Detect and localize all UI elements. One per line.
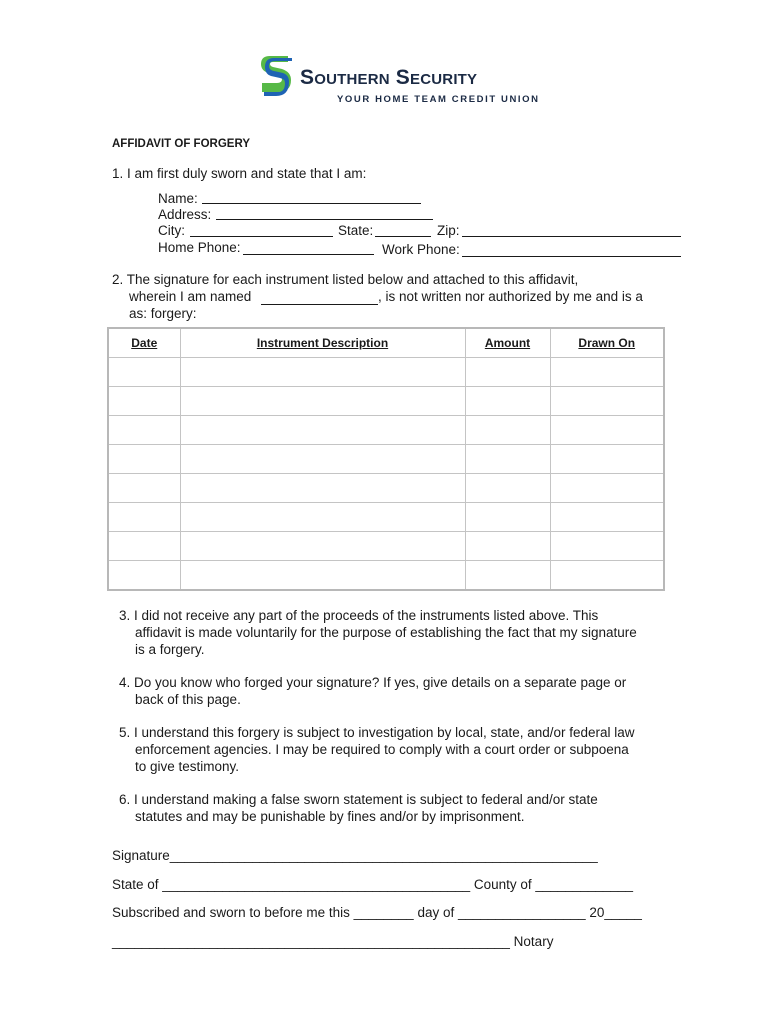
description-cell[interactable] xyxy=(180,358,465,387)
table-row xyxy=(108,474,664,503)
name-label: Name: xyxy=(158,191,198,206)
zip-label: Zip: xyxy=(437,223,460,238)
item-2-line-3: as: forgery: xyxy=(129,306,197,321)
description-cell[interactable] xyxy=(180,532,465,561)
table-header-row xyxy=(108,328,664,358)
item-4-line: back of this page. xyxy=(135,692,241,707)
home-phone-line[interactable] xyxy=(243,240,374,255)
description-cell[interactable] xyxy=(180,474,465,503)
column-header-date: Date xyxy=(108,328,180,358)
item-2-named-label: wherein I am named xyxy=(129,289,252,304)
item-5-statement xyxy=(119,724,635,775)
state-label: State: xyxy=(338,223,374,238)
signature-line[interactable]: Signature_________________________________________________________ xyxy=(112,848,598,863)
date-cell[interactable] xyxy=(108,561,180,591)
city-label: City: xyxy=(158,223,185,238)
amount-cell[interactable] xyxy=(465,503,550,532)
drawn-on-cell[interactable] xyxy=(550,445,664,474)
home-phone-label: Home Phone: xyxy=(158,240,241,255)
date-cell[interactable] xyxy=(108,416,180,445)
date-cell[interactable] xyxy=(108,387,180,416)
address-label: Address: xyxy=(158,207,212,222)
state-line[interactable] xyxy=(375,222,431,237)
form-title: AFFIDAVIT OF FORGERY xyxy=(112,138,250,150)
item-5-line: 5. I understand this forgery is subject to investigation by local, state, and/or federal law xyxy=(119,725,635,740)
table-row xyxy=(108,416,664,445)
notary-line[interactable]: _____________________________________________________ Notary xyxy=(112,934,554,949)
item-5-line: to give testimony. xyxy=(135,759,240,774)
named-line[interactable] xyxy=(261,290,378,305)
drawn-on-cell[interactable] xyxy=(550,416,664,445)
work-phone-line[interactable] xyxy=(462,242,681,257)
work-phone-label: Work Phone: xyxy=(382,242,460,257)
item-3-statement xyxy=(119,607,637,658)
drawn-on-cell[interactable] xyxy=(550,532,664,561)
amount-cell[interactable] xyxy=(465,561,550,591)
date-cell[interactable] xyxy=(108,445,180,474)
logo-tagline: YOUR HOME TEAM CREDIT UNION xyxy=(337,94,540,105)
item-4-line: 4. Do you know who forged your signature? If yes, give details on a separate page or xyxy=(119,675,627,690)
amount-cell[interactable] xyxy=(465,445,550,474)
description-cell[interactable] xyxy=(180,561,465,591)
date-cell[interactable] xyxy=(108,503,180,532)
item-1-statement: 1. I am first duly sworn and state that I am: xyxy=(112,166,367,181)
state-county-line[interactable]: State of _________________________________________ County of _____________ xyxy=(112,877,634,892)
amount-cell[interactable] xyxy=(465,474,550,503)
item-2-line-2-end: , is not written nor authorized by me and is a xyxy=(378,289,643,304)
item-3-line: 3. I did not receive any part of the proceeds of the instruments listed above. This xyxy=(119,608,599,623)
logo-wordmark: Southern Security xyxy=(300,66,478,89)
drawn-on-cell[interactable] xyxy=(550,387,664,416)
column-header-description: Instrument Description xyxy=(180,328,465,358)
drawn-on-cell[interactable] xyxy=(550,561,664,591)
description-cell[interactable] xyxy=(180,503,465,532)
item-6-line: statutes and may be punishable by fines and/or by imprisonment. xyxy=(135,809,525,824)
amount-cell[interactable] xyxy=(465,532,550,561)
amount-cell[interactable] xyxy=(465,416,550,445)
subscribed-sworn-line[interactable]: Subscribed and sworn to before me this ________ day of _________________ 20_____ xyxy=(112,905,642,920)
date-cell[interactable] xyxy=(108,532,180,561)
zip-line[interactable] xyxy=(462,222,681,237)
item-2-line-1: 2. The signature for each instrument listed below and attached to this affidavit, xyxy=(112,272,579,287)
southern-security-logo-icon xyxy=(258,52,294,98)
description-cell[interactable] xyxy=(180,387,465,416)
table-row xyxy=(108,503,664,532)
table-row xyxy=(108,358,664,387)
item-5-line: enforcement agencies. I may be required to comply with a court order or subpoena xyxy=(135,742,629,757)
drawn-on-cell[interactable] xyxy=(550,474,664,503)
column-header-amount: Amount xyxy=(465,328,550,358)
description-cell[interactable] xyxy=(180,445,465,474)
item-4-statement xyxy=(119,674,626,708)
item-6-statement xyxy=(119,791,598,825)
item-3-line: is a forgery. xyxy=(135,642,205,657)
amount-cell[interactable] xyxy=(465,387,550,416)
column-header-drawn-on: Drawn On xyxy=(550,328,664,358)
table-row xyxy=(108,445,664,474)
table-row xyxy=(108,532,664,561)
city-line[interactable] xyxy=(190,222,333,237)
table-row xyxy=(108,561,664,591)
table-body xyxy=(108,358,664,591)
drawn-on-cell[interactable] xyxy=(550,503,664,532)
instrument-table xyxy=(107,327,665,591)
item-3-line: affidavit is made voluntarily for the purpose of establishing the fact that my signature xyxy=(135,625,637,640)
address-line[interactable] xyxy=(216,205,433,220)
item-6-line: 6. I understand making a false sworn statement is subject to federal and/or state xyxy=(119,792,598,807)
date-cell[interactable] xyxy=(108,358,180,387)
name-line[interactable] xyxy=(202,189,421,204)
table-row xyxy=(108,387,664,416)
drawn-on-cell[interactable] xyxy=(550,358,664,387)
amount-cell[interactable] xyxy=(465,358,550,387)
description-cell[interactable] xyxy=(180,416,465,445)
date-cell[interactable] xyxy=(108,474,180,503)
